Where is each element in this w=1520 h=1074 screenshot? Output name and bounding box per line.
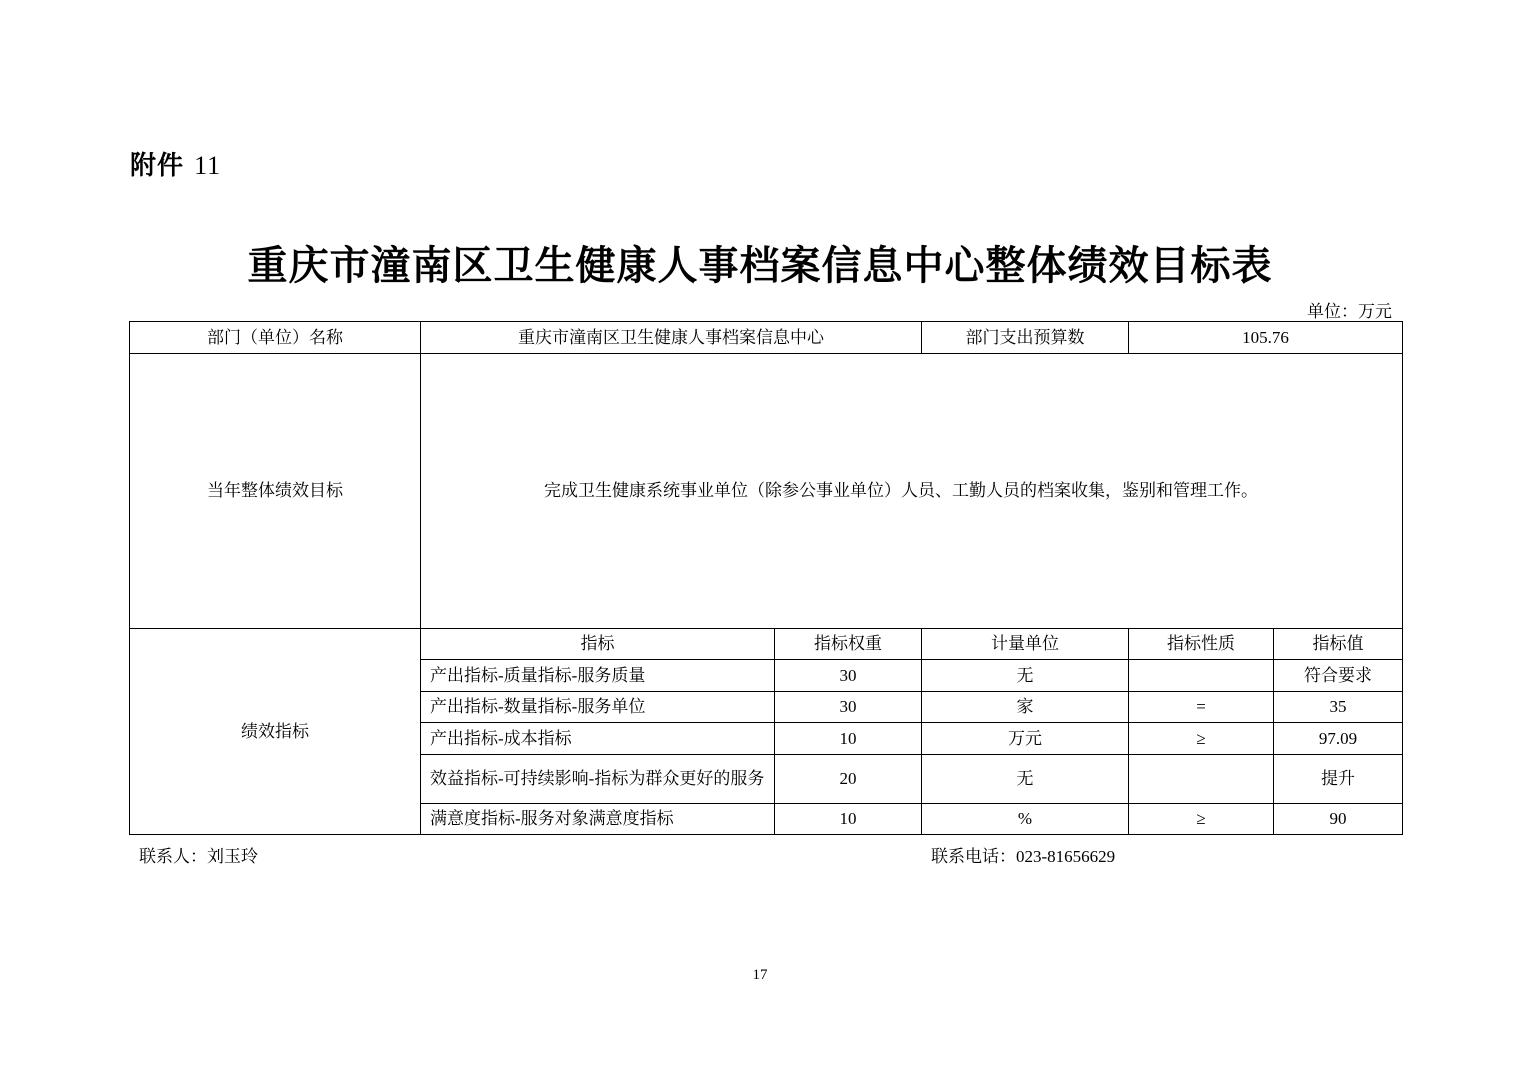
dept-label-cell: 部门（单位）名称 <box>130 322 421 354</box>
weight-cell: 10 <box>775 723 922 755</box>
performance-target-table <box>129 321 1403 835</box>
nature-cell <box>1129 660 1274 692</box>
unit-cell: % <box>922 804 1129 835</box>
weight-cell: 30 <box>775 692 922 723</box>
contact-phone: 联系电话：023-81656629 <box>931 847 1116 866</box>
indicator-cell: 产出指标-数量指标-服务单位 <box>421 692 775 723</box>
budget-label-cell: 部门支出预算数 <box>922 322 1129 354</box>
goal-row <box>130 354 1403 629</box>
page-number: 17 <box>752 967 768 983</box>
header-indicator: 指标 <box>421 629 775 660</box>
nature-cell: ≥ <box>1129 804 1274 835</box>
header-unit: 计量单位 <box>922 629 1129 660</box>
header-value: 指标值 <box>1274 629 1403 660</box>
goal-value-cell: 完成卫生健康系统事业单位（除参公事业单位）人员、工勤人员的档案收集，鉴别和管理工作。 <box>421 354 1403 629</box>
unit-cell: 无 <box>922 660 1129 692</box>
value-cell: 97.09 <box>1274 723 1403 755</box>
budget-value-cell: 105.76 <box>1129 322 1403 354</box>
unit-cell: 无 <box>922 755 1129 804</box>
nature-cell: = <box>1129 692 1274 723</box>
indicators-label-cell: 绩效指标 <box>130 629 421 835</box>
weight-cell: 30 <box>775 660 922 692</box>
weight-cell: 20 <box>775 755 922 804</box>
attachment-number: 11 <box>194 151 222 180</box>
unit-cell: 家 <box>922 692 1129 723</box>
attachment-text: 附件 <box>130 151 185 181</box>
dept-row <box>130 322 1403 354</box>
unit-label: 单位：万元 <box>1307 302 1392 321</box>
goal-label-cell: 当年整体绩效目标 <box>130 354 421 629</box>
value-cell: 35 <box>1274 692 1403 723</box>
weight-cell: 10 <box>775 804 922 835</box>
value-cell: 提升 <box>1274 755 1403 804</box>
indicator-cell: 效益指标-可持续影响-指标为群众更好的服务 <box>421 755 775 804</box>
attachment-label <box>130 145 221 182</box>
unit-cell: 万元 <box>922 723 1129 755</box>
indicator-cell: 产出指标-质量指标-服务质量 <box>421 660 775 692</box>
nature-cell: ≥ <box>1129 723 1274 755</box>
indicator-cell: 满意度指标-服务对象满意度指标 <box>421 804 775 835</box>
document-title: 重庆市潼南区卫生健康人事档案信息中心整体绩效目标表 <box>247 242 1273 289</box>
indicator-cell: 产出指标-成本指标 <box>421 723 775 755</box>
value-cell: 符合要求 <box>1274 660 1403 692</box>
nature-cell <box>1129 755 1274 804</box>
dept-value-cell: 重庆市潼南区卫生健康人事档案信息中心 <box>421 322 922 354</box>
value-cell: 90 <box>1274 804 1403 835</box>
indicator-header-row <box>130 629 1403 660</box>
header-weight: 指标权重 <box>775 629 922 660</box>
contact-person: 联系人：刘玉玲 <box>139 847 258 866</box>
header-nature: 指标性质 <box>1129 629 1274 660</box>
